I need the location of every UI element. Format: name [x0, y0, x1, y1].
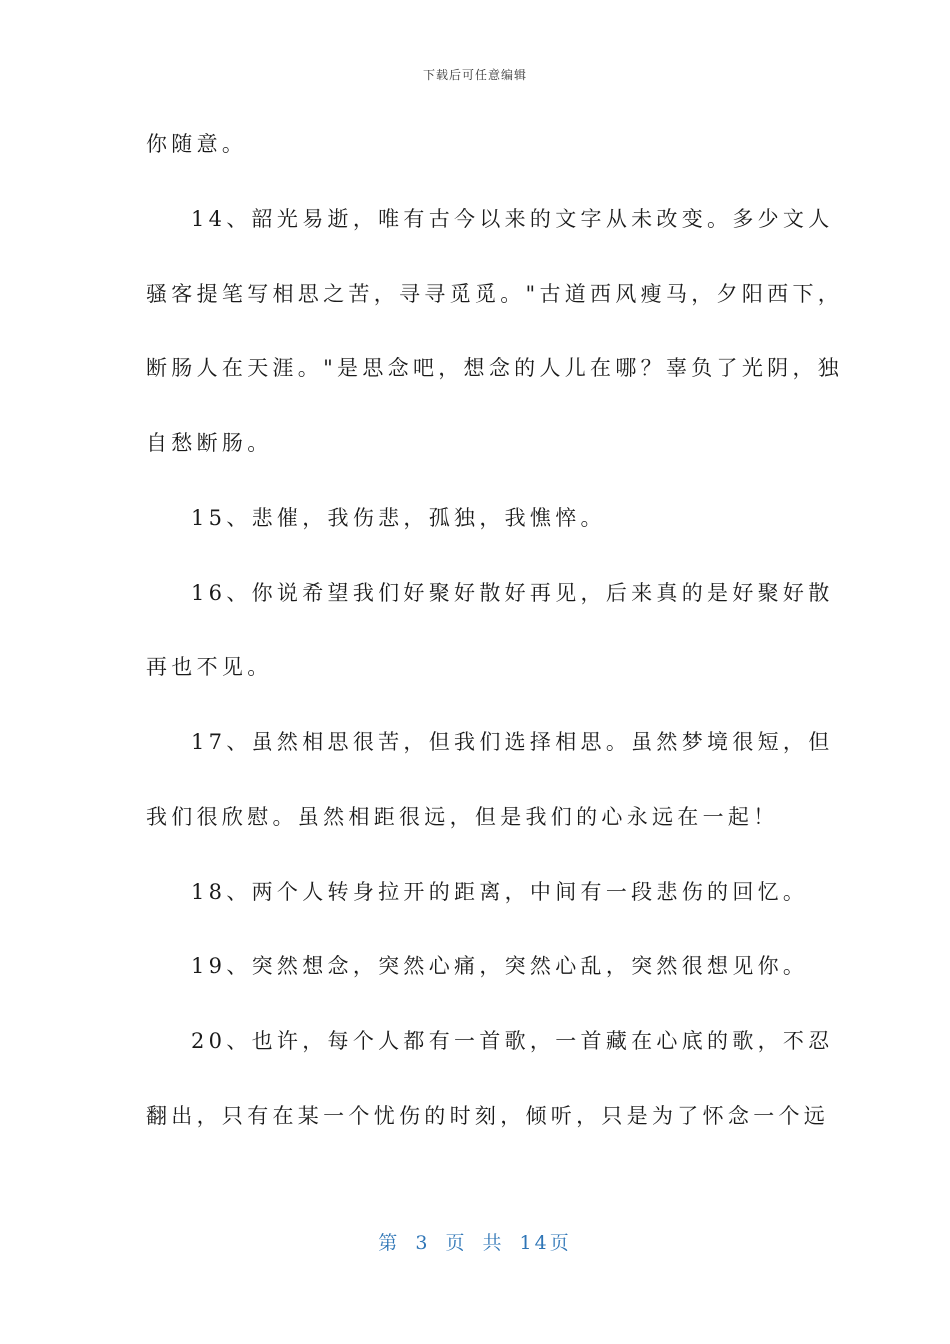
text-line: 14、韶光易逝，唯有古今以来的文字从未改变。多少文人: [191, 207, 834, 231]
text-line: 再也不见。: [146, 655, 273, 679]
text-line: 17、虽然相思很苦，但我们选择相思。虽然梦境很短，但: [191, 730, 834, 754]
text-line: 翻出，只有在某一个忧伤的时刻，倾听，只是为了怀念一个远: [146, 1104, 830, 1128]
text-line: 骚客提笔写相思之苦，寻寻觅觅。"古道西风瘦马，夕阳西下，: [146, 282, 844, 306]
text-line: 19、突然想念，突然心痛，突然心乱，突然很想见你。: [191, 954, 809, 978]
text-line: 15、悲催，我伤悲，孤独，我憔悴。: [191, 506, 606, 530]
text-line: 18、两个人转身拉开的距离，中间有一段悲伤的回忆。: [191, 880, 809, 904]
text-line: 你随意。: [146, 132, 248, 156]
page-header: 下载后可任意编辑: [422, 68, 527, 82]
text-line: 自愁断肠。: [146, 431, 273, 455]
page-number-footer: 第 3 页 共 14页: [378, 1232, 572, 1254]
text-line: 我们很欣慰。虽然相距很远，但是我们的心永远在一起！: [146, 805, 779, 829]
text-line: 20、也许，每个人都有一首歌，一首藏在心底的歌，不忍: [191, 1029, 834, 1053]
text-line: 16、你说希望我们好聚好散好再见，后来真的是好聚好散: [191, 581, 834, 605]
text-line: 断肠人在天涯。"是思念吧，想念的人儿在哪？辜负了光阴，独: [146, 356, 844, 380]
